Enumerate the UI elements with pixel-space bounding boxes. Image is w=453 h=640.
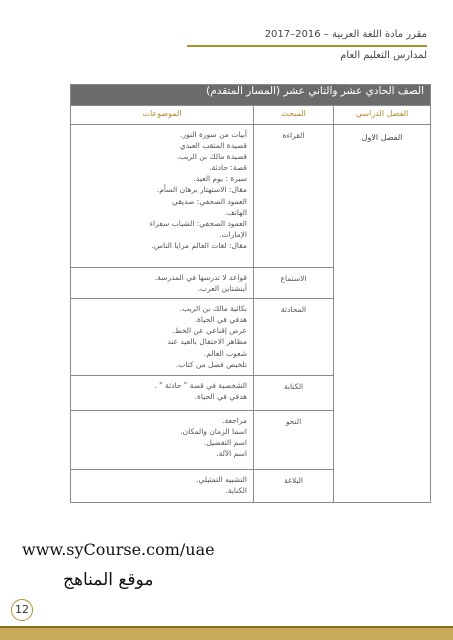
column-header-topics: الموضوعات [71, 106, 254, 125]
topic-item: العمود الصحفي: صديقي [171, 196, 247, 206]
area-cell: النحو [254, 411, 334, 470]
topics-cell [71, 268, 254, 299]
topic-item: تلخيص فصل من كتاب. [175, 359, 247, 369]
topic-item: الهاتف. [224, 207, 247, 217]
header-divider [187, 45, 427, 47]
course-title: مقرر مادة اللغة العربية – 2016–2017 [264, 29, 427, 40]
page-number-badge: 12 [11, 599, 33, 621]
topics-cell [71, 125, 254, 268]
table-title: الصف الحادي عشر والثاني عشر (المسار المتقدم) [71, 85, 431, 106]
topic-item: الإمارات. [219, 229, 247, 239]
area-cell: الكتابة [254, 376, 334, 411]
topic-item: عرض إقناعي عن الخط. [172, 326, 247, 336]
topic-item: قصة: حادثة. [209, 163, 247, 173]
topic-item: قصيدة مالك بن الريب. [176, 152, 247, 162]
topic-item: التشبيه التمثيلي. [196, 475, 247, 485]
semester-cell: الفصل الاول [334, 125, 431, 503]
page-header [187, 28, 427, 63]
topic-item: العمود الصحفي: الشباب سفراء [149, 218, 247, 228]
topic-item: اسم الآلة. [216, 449, 247, 459]
topic-item: أينشتاين العرب. [197, 284, 247, 294]
topic-item: شعوب العالم. [203, 348, 247, 358]
topic-item: مظاهر الاحتفال بالعيد عند [167, 337, 247, 347]
area-cell: الاستماع [254, 268, 334, 299]
topic-item: بكائية مالك بن الريب. [179, 304, 247, 314]
topic-item: سيرة : يوم العيد. [193, 174, 247, 184]
topic-item: اسم التفضيل. [203, 438, 247, 448]
topics-cell [71, 470, 254, 503]
area-cell: البلاغة [254, 470, 334, 503]
topic-item: هدفي في الحياة. [194, 392, 247, 402]
area-cell: القراءة [254, 125, 334, 268]
topic-item: الكناية. [225, 486, 247, 496]
site-name: موقع المناهج [63, 570, 154, 590]
topics-cell [71, 411, 254, 470]
topic-item: مقال: لغات العالم مرايا الناس. [151, 240, 247, 250]
topic-item: قصيدة المثقب العبدي [179, 141, 247, 151]
topic-item: اسما الزمان والمكان. [180, 427, 247, 437]
topic-item: مراجعة. [222, 416, 247, 426]
table-row [71, 125, 431, 268]
curriculum-table [70, 84, 431, 503]
schools-line: لمدارس التعليم العام [340, 50, 427, 61]
topic-item: مقال: الاستهتار برهان السأم. [156, 185, 247, 195]
column-header-area: المبحث [254, 106, 334, 125]
topic-item: هدفي في الحياة. [194, 315, 247, 325]
website-url[interactable]: www.syCourse.com/uae [22, 540, 215, 559]
topic-item: الشخصية في قصة " حادثة " . [154, 381, 247, 391]
footer-band [0, 628, 453, 640]
topics-cell [71, 299, 254, 376]
column-header-semester: الفصل الدراسي [334, 106, 431, 125]
topics-cell [71, 376, 254, 411]
topic-item: أبيات من سورة النور. [180, 130, 247, 139]
topic-item: قواعد لا تدرسها في المدرسة. [154, 273, 247, 282]
area-cell: المحادثة [254, 299, 334, 376]
